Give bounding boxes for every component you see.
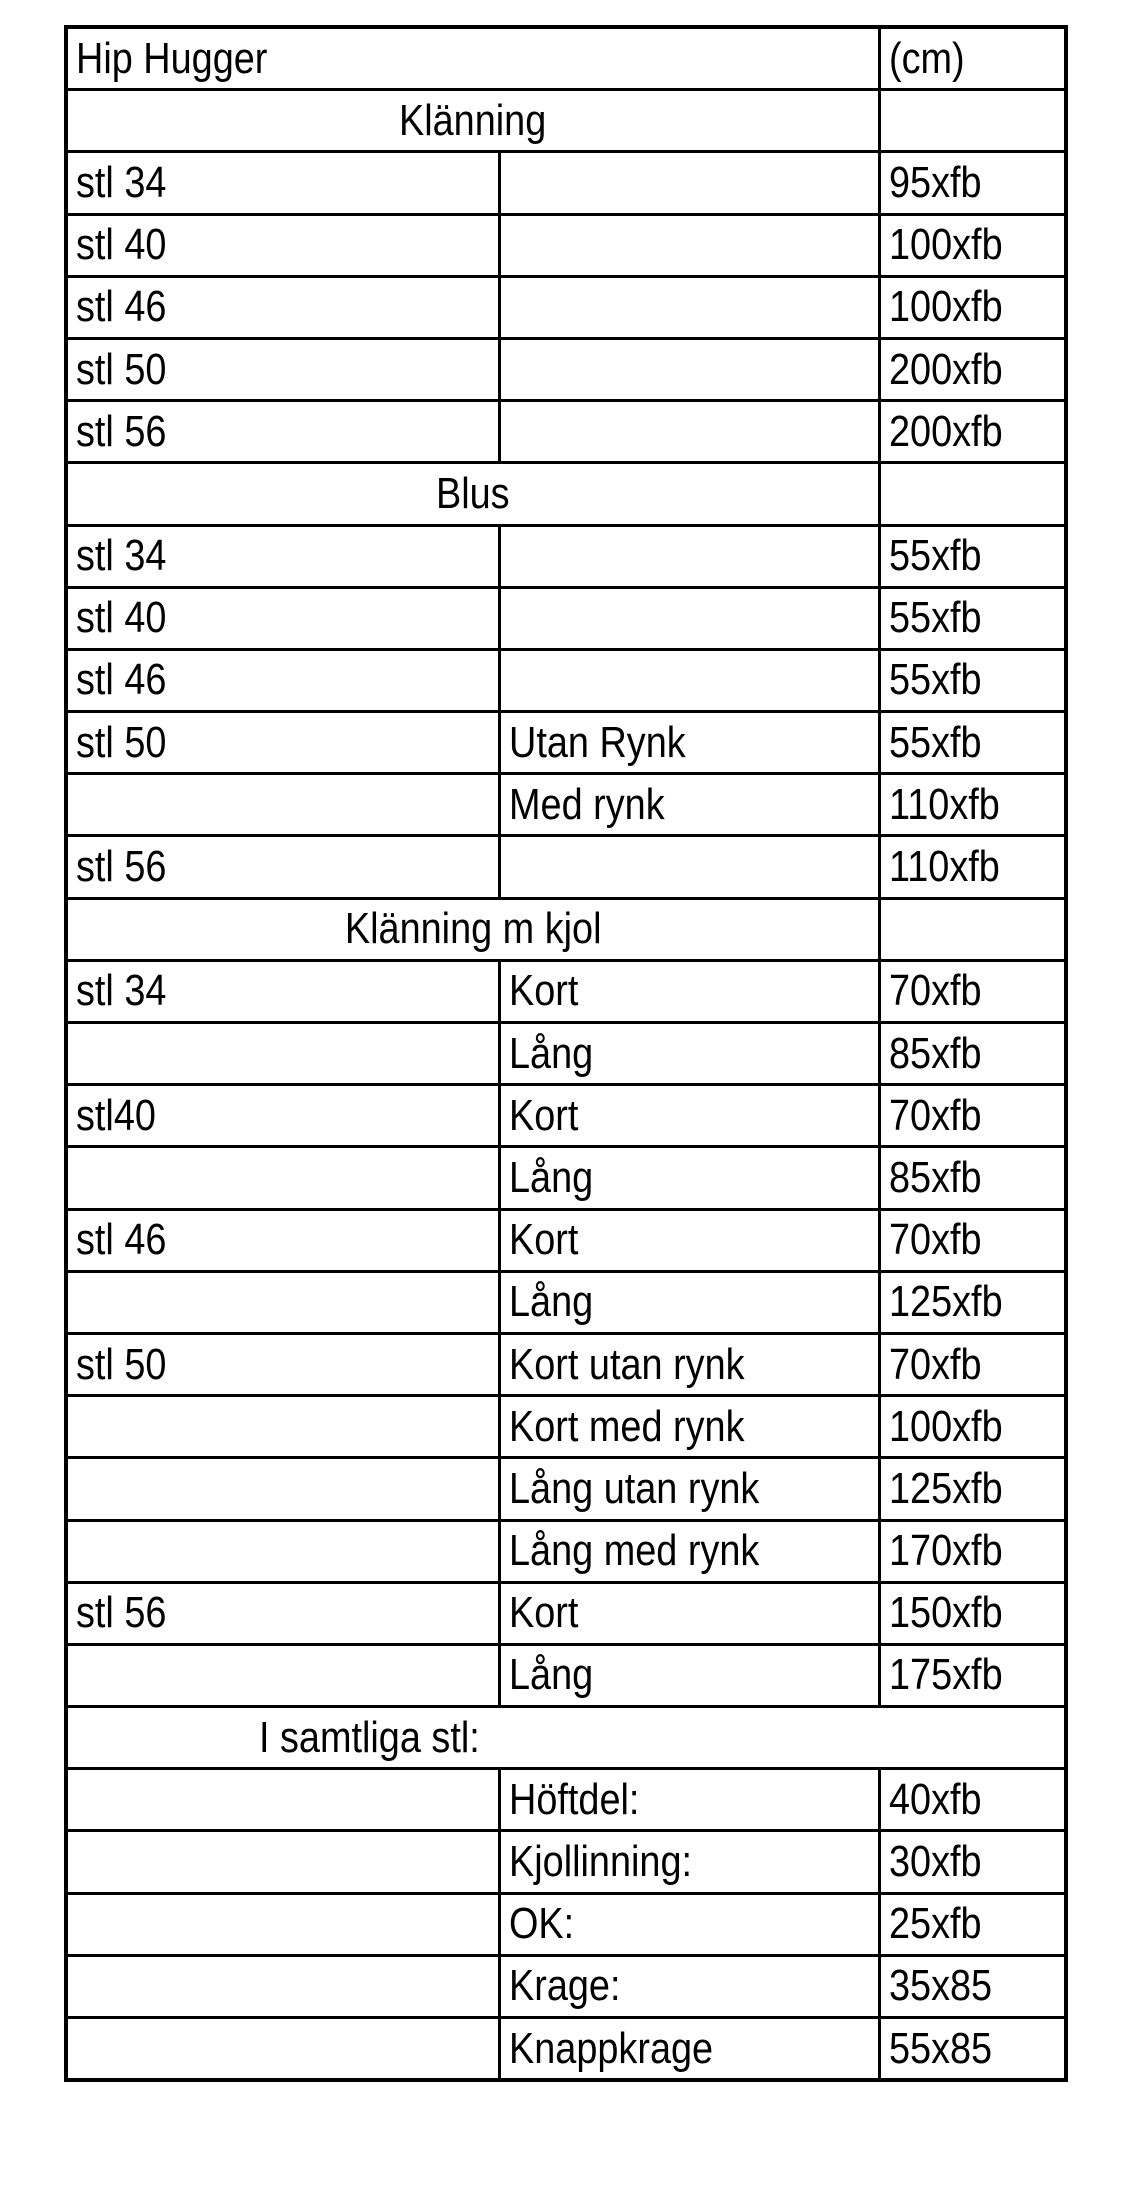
variant-cell — [499, 152, 879, 214]
fabric-cell: 55x85 — [879, 2018, 1066, 2081]
variant-cell: Höftdel: — [499, 1769, 879, 1831]
variant-cell: Lång — [499, 1644, 879, 1706]
fabric-cell: 125xfb — [879, 1458, 1066, 1520]
size-cell — [66, 1893, 499, 1955]
variant-cell: Lång med rynk — [499, 1520, 879, 1582]
table-row — [66, 836, 1066, 898]
section-header-row — [66, 1707, 1066, 1769]
fabric-cell: 200xfb — [879, 338, 1066, 400]
variant-cell — [499, 214, 879, 276]
fabric-cell: 85xfb — [879, 1147, 1066, 1209]
empty-cell — [879, 463, 1066, 525]
fabric-cell: 175xfb — [879, 1644, 1066, 1706]
variant-cell: Kort med rynk — [499, 1396, 879, 1458]
size-cell: stl 40 — [66, 214, 499, 276]
table-row — [66, 712, 1066, 774]
size-cell: stl 34 — [66, 525, 499, 587]
size-cell: stl 40 — [66, 587, 499, 649]
table-row — [66, 1458, 1066, 1520]
variant-cell — [499, 587, 879, 649]
fabric-cell: 70xfb — [879, 1333, 1066, 1395]
size-cell — [66, 1955, 499, 2017]
table-row — [66, 1520, 1066, 1582]
size-cell: stl40 — [66, 1085, 499, 1147]
fabric-cell: 25xfb — [879, 1893, 1066, 1955]
table-row — [66, 1644, 1066, 1706]
fabric-cell: 100xfb — [879, 214, 1066, 276]
variant-cell: Lång — [499, 1271, 879, 1333]
table-row — [66, 1396, 1066, 1458]
size-cell — [66, 1769, 499, 1831]
fabric-cell: 110xfb — [879, 836, 1066, 898]
variant-cell — [499, 276, 879, 338]
fabric-cell: 125xfb — [879, 1271, 1066, 1333]
size-cell: stl 50 — [66, 1333, 499, 1395]
table-row — [66, 1582, 1066, 1644]
table-row — [66, 214, 1066, 276]
section-title: Klänning — [66, 90, 879, 152]
variant-cell: Kort utan rynk — [499, 1333, 879, 1395]
variant-cell: Kort — [499, 960, 879, 1022]
size-cell: stl 46 — [66, 276, 499, 338]
table-row — [66, 152, 1066, 214]
section-header-row — [66, 463, 1066, 525]
unit-label: (cm) — [879, 27, 1066, 90]
fabric-cell: 100xfb — [879, 1396, 1066, 1458]
size-cell — [66, 1458, 499, 1520]
table-row — [66, 525, 1066, 587]
empty-cell — [879, 90, 1066, 152]
size-cell: stl 56 — [66, 836, 499, 898]
fabric-cell: 170xfb — [879, 1520, 1066, 1582]
fabric-cell: 40xfb — [879, 1769, 1066, 1831]
variant-cell: Lång utan rynk — [499, 1458, 879, 1520]
table-row — [66, 1085, 1066, 1147]
table-row — [66, 1147, 1066, 1209]
fabric-cell: 70xfb — [879, 1085, 1066, 1147]
variant-cell: Lång — [499, 1023, 879, 1085]
section-title: Blus — [66, 463, 879, 525]
size-cell — [66, 1147, 499, 1209]
variant-cell: Kort — [499, 1085, 879, 1147]
size-cell: stl 34 — [66, 960, 499, 1022]
variant-cell: OK: — [499, 1893, 879, 1955]
fabric-cell: 70xfb — [879, 960, 1066, 1022]
variant-cell: Med rynk — [499, 774, 879, 836]
fabric-cell: 55xfb — [879, 525, 1066, 587]
table-row — [66, 1893, 1066, 1955]
table-row — [66, 1333, 1066, 1395]
variant-cell — [499, 401, 879, 463]
variant-cell: Kjollinning: — [499, 1831, 879, 1893]
table-row — [66, 338, 1066, 400]
table-row — [66, 401, 1066, 463]
variant-cell — [499, 525, 879, 587]
table-row — [66, 774, 1066, 836]
variant-cell: Utan Rynk — [499, 712, 879, 774]
table-row — [66, 1955, 1066, 2017]
fabric-cell: 200xfb — [879, 401, 1066, 463]
section-title: Klänning m kjol — [66, 898, 879, 960]
table-row — [66, 649, 1066, 711]
table-row — [66, 1023, 1066, 1085]
table-row — [66, 1271, 1066, 1333]
fabric-cell: 35x85 — [879, 1955, 1066, 2017]
size-cell — [66, 1520, 499, 1582]
size-cell: stl 50 — [66, 338, 499, 400]
fabric-requirements-table — [64, 25, 1068, 2082]
table-row — [66, 2018, 1066, 2081]
fabric-cell: 95xfb — [879, 152, 1066, 214]
variant-cell: Knappkrage — [499, 2018, 879, 2081]
table-row — [66, 1831, 1066, 1893]
section-header-row — [66, 90, 1066, 152]
variant-cell: Krage: — [499, 1955, 879, 2017]
variant-cell: Kort — [499, 1209, 879, 1271]
size-cell: stl 56 — [66, 401, 499, 463]
size-cell — [66, 1644, 499, 1706]
variant-cell — [499, 836, 879, 898]
size-cell: stl 46 — [66, 649, 499, 711]
variant-cell: Kort — [499, 1582, 879, 1644]
size-cell: stl 46 — [66, 1209, 499, 1271]
variant-cell: Lång — [499, 1147, 879, 1209]
fabric-cell: 100xfb — [879, 276, 1066, 338]
fabric-cell: 55xfb — [879, 712, 1066, 774]
variant-cell — [499, 649, 879, 711]
variant-cell — [499, 338, 879, 400]
fabric-cell: 55xfb — [879, 649, 1066, 711]
table-row — [66, 1209, 1066, 1271]
table-title: Hip Hugger — [66, 27, 879, 90]
size-cell — [66, 774, 499, 836]
fabric-cell: 150xfb — [879, 1582, 1066, 1644]
table-row — [66, 960, 1066, 1022]
size-cell — [66, 1271, 499, 1333]
fabric-cell: 85xfb — [879, 1023, 1066, 1085]
size-cell: stl 56 — [66, 1582, 499, 1644]
empty-cell — [879, 898, 1066, 960]
fabric-cell: 70xfb — [879, 1209, 1066, 1271]
table-row — [66, 1769, 1066, 1831]
size-cell: stl 50 — [66, 712, 499, 774]
fabric-cell: 55xfb — [879, 587, 1066, 649]
size-cell: stl 34 — [66, 152, 499, 214]
size-cell — [66, 1396, 499, 1458]
fabric-cell: 110xfb — [879, 774, 1066, 836]
size-cell — [66, 1023, 499, 1085]
header-row — [66, 27, 1066, 90]
fabric-cell: 30xfb — [879, 1831, 1066, 1893]
section-header-row — [66, 898, 1066, 960]
size-cell — [66, 1831, 499, 1893]
section-title: I samtliga stl: — [66, 1707, 1066, 1769]
table-row — [66, 276, 1066, 338]
table-row — [66, 587, 1066, 649]
size-cell — [66, 2018, 499, 2081]
